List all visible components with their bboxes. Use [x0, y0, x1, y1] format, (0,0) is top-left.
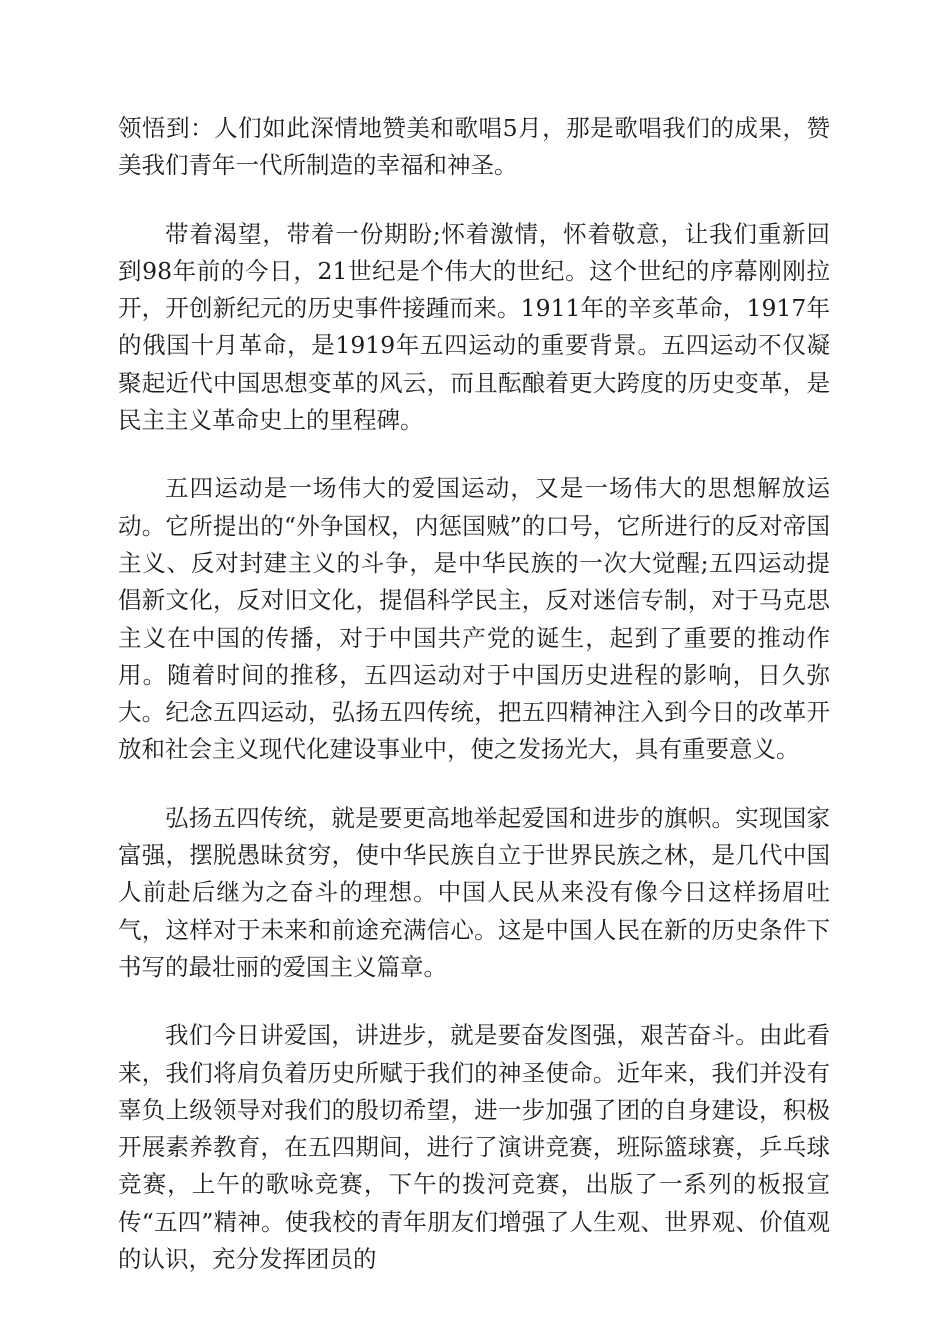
paragraph-continuation: 领悟到：人们如此深情地赞美和歌唱5月，那是歌唱我们的成果，赞美我们青年一代所制造的幸福和神圣。	[118, 114, 830, 180]
document-body	[118, 110, 830, 1309]
paragraph-historical-background: 带着渴望，带着一份期盼;怀着激情，怀着敬意，让我们重新回到98年前的今日，21世纪是个伟大的世纪。这个世纪的序幕刚刚拉开，开创新纪元的历史事件接踵而来。1911年的辛亥革命，1917年的俄国十月革命，是1919年五四运动的重要背景。五四运动不仅凝聚起近代中国思想变革的风云，而且酝酿着更大跨度的历史变革，是民主主义革命史上的里程碑。	[118, 219, 830, 435]
paragraph-may-fourth-significance: 五四运动是一场伟大的爱国运动，又是一场伟大的思想解放运动。它所提出的“外争国权，内惩国贼”的口号，它所进行的反对帝国主义、反对封建主义的斗争，是中华民族的一次大觉醒;五四运动提倡新文化，反对旧文化，提倡科学民主，反对迷信专制，对于马克思主义在中国的传播，对于中国共产党的诞生，起到了重要的推动作用。随着时间的推移，五四运动对于中国历史进程的影响，日久弥大。纪念五四运动，弘扬五四传统，把五四精神注入到今日的改革开放和社会主义现代化建设事业中，使之发扬光大，具有重要意义。	[118, 474, 830, 764]
paragraph-our-mission: 我们今日讲爱国，讲进步，就是要奋发图强，艰苦奋斗。由此看来，我们将肩负着历史所赋于我们的神圣使命。近年来，我们并没有辜负上级领导对我们的殷切希望，进一步加强了团的自身建设，积极开展素养教育，在五四期间，进行了演讲竞赛，班际篮球赛，乒乓球竞赛，上午的歌咏竞赛，下午的拨河竞赛，出版了一系列的板报宣传“五四”精神。使我校的青年朋友们增强了人生观、世界观、价值观的认识，充分发挥团员的	[118, 1021, 830, 1274]
paragraph-patriotism-progress: 弘扬五四传统，就是要更高地举起爱国和进步的旗帜。实现国家富强，摆脱愚昧贫穷，使中华民族自立于世界民族之林，是几代中国人前赴后继为之奋斗的理想。中国人民从来没有像今日这样扬眉吐气，这样对于未来和前途充满信心。这是中国人民在新的历史条件下书写的最壮丽的爱国主义篇章。	[118, 803, 830, 981]
